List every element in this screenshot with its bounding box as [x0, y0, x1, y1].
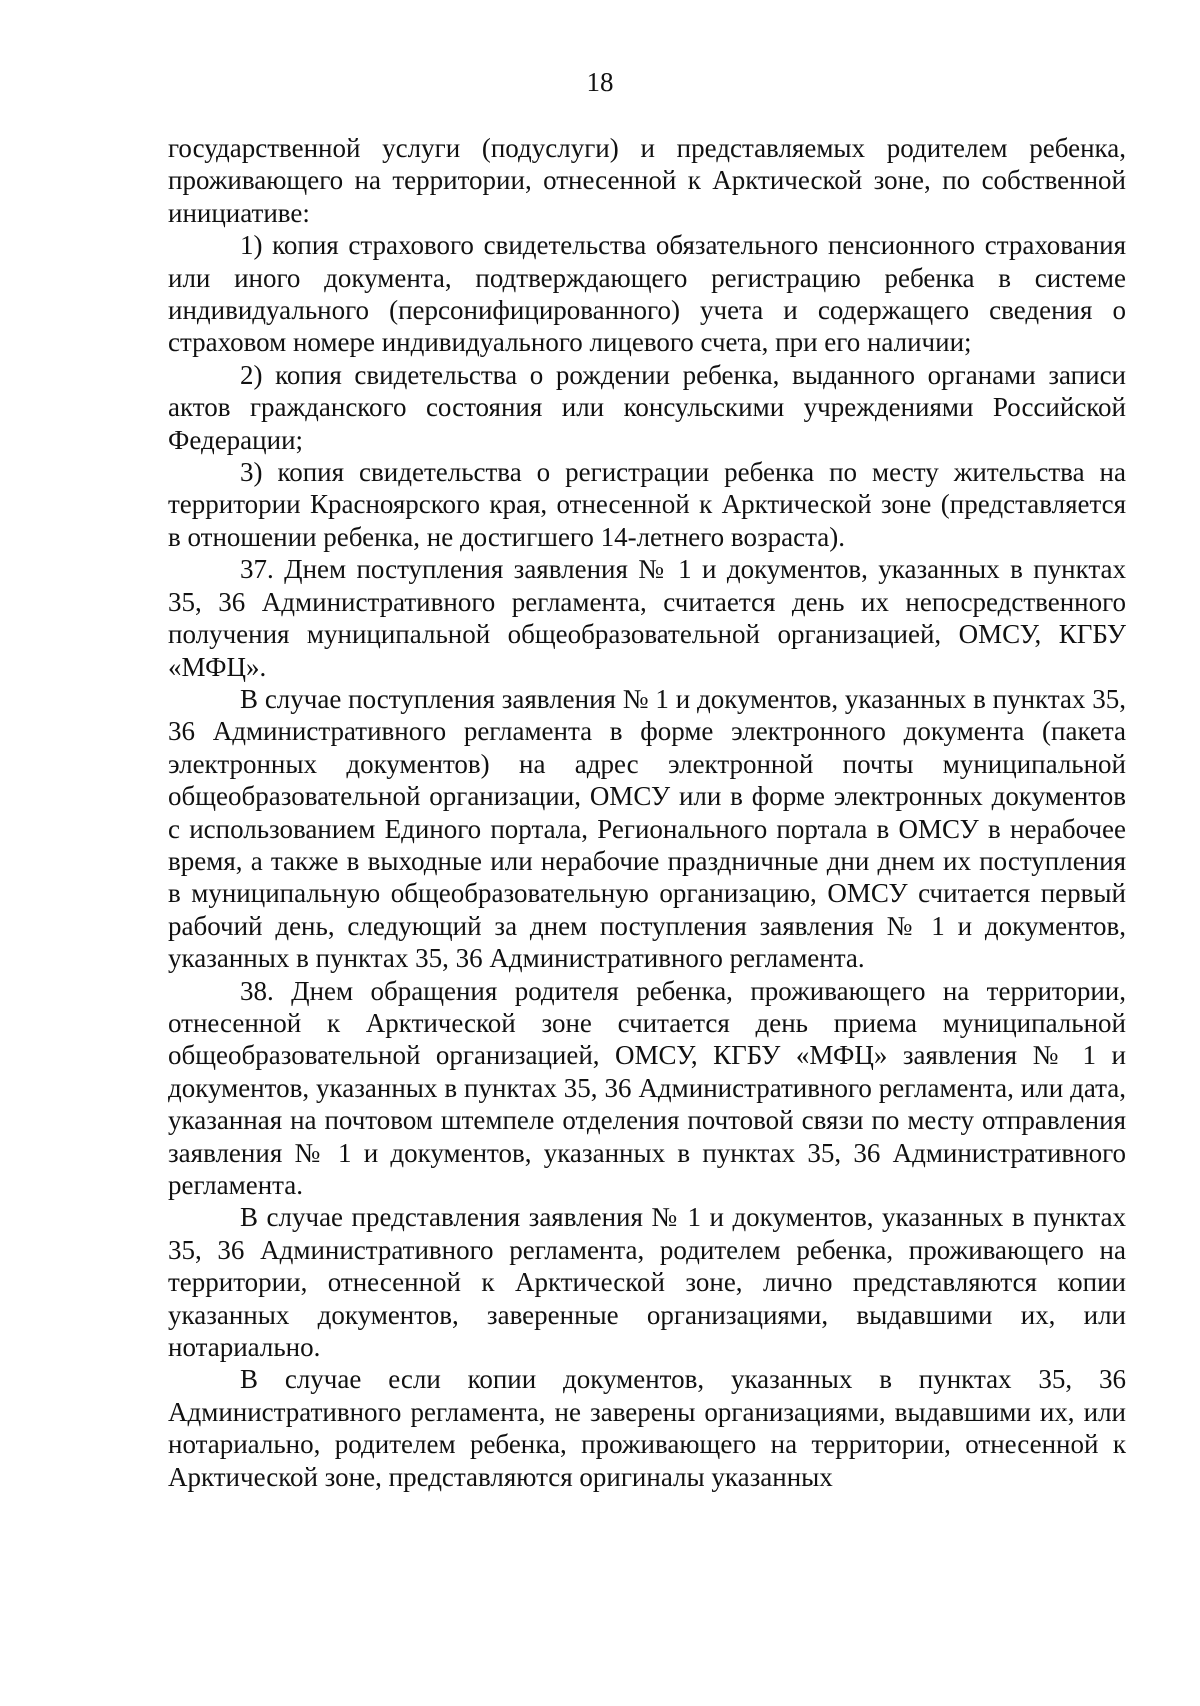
- paragraph: В случае поступления заявления № 1 и документов, указанных в пунктах 35, 36 Административного регламента в форме электронного документа (пакета электронных документов) на адрес электронной почты муниципальной общеобразовательной организации, ОМСУ или в форме электронных документов с использованием Единого портала, Регионального портала в ОМСУ в нерабочее время, а также в выходные или нерабочие праздничные дни днем их поступления в муниципальную общеобразовательную организацию, ОМСУ считается первый рабочий день, следующий за днем поступления заявления № 1 и документов, указанных в пунктах 35, 36 Административного регламента.: [168, 683, 1126, 974]
- page-number: 18: [586, 67, 614, 97]
- paragraph: 37. Днем поступления заявления № 1 и документов, указанных в пунктах 35, 36 Административного регламента, считается день их непосредственного получения муниципальной общеобразовательной организацией, ОМСУ, КГБУ «МФЦ».: [168, 554, 1126, 682]
- paragraph: В случае представления заявления № 1 и документов, указанных в пунктах 35, 36 Административного регламента, родителем ребенка, проживающего на территории, отнесенной к Арктической зоне, лично представляются копии указанных документов, заверенные организациями, выдавшими их, или нотариально.: [168, 1202, 1126, 1363]
- paragraph: В случае если копии документов, указанных в пунктах 35, 36 Административного регламента, не заверены организациями, выдавшими их, или нотариально, родителем ребенка, проживающего на территории, отнесенной к Арктической зоне, представляются оригиналы указанных: [168, 1364, 1126, 1492]
- paragraph: 3) копия свидетельства о регистрации ребенка по месту жительства на территории Красноярского края, отнесенной к Арктической зоне (представляется в отношении ребенка, не достигшего 14-летнего возраста).: [168, 457, 1126, 552]
- document-body: [168, 132, 1126, 1493]
- paragraph: 1) копия страхового свидетельства обязательного пенсионного страхования или иного документа, подтверждающего регистрацию ребенка в системе индивидуального (персонифицированного) учета и содержащего сведения о страховом номере индивидуального лицевого счета, при его наличии;: [168, 230, 1126, 358]
- paragraph: 2) копия свидетельства о рождении ребенка, выданного органами записи актов гражданского состояния или консульскими учреждениями Российской Федерации;: [168, 359, 1126, 455]
- paragraph: государственной услуги (подуслуги) и представляемых родителем ребенка, проживающего на территории, отнесенной к Арктической зоне, по собственной инициативе:: [168, 133, 1126, 228]
- paragraph: 38. Днем обращения родителя ребенка, проживающего на территории, отнесенной к Арктической зоне считается день приема муниципальной общеобразовательной организацией, ОМСУ, КГБУ «МФЦ» заявления № 1 и документов, указанных в пунктах 35, 36 Административного регламента, или дата, указанная на почтовом штемпеле отделения почтовой связи по месту отправления заявления № 1 и документов, указанных в пунктах 35, 36 Административного регламента.: [168, 975, 1126, 1200]
